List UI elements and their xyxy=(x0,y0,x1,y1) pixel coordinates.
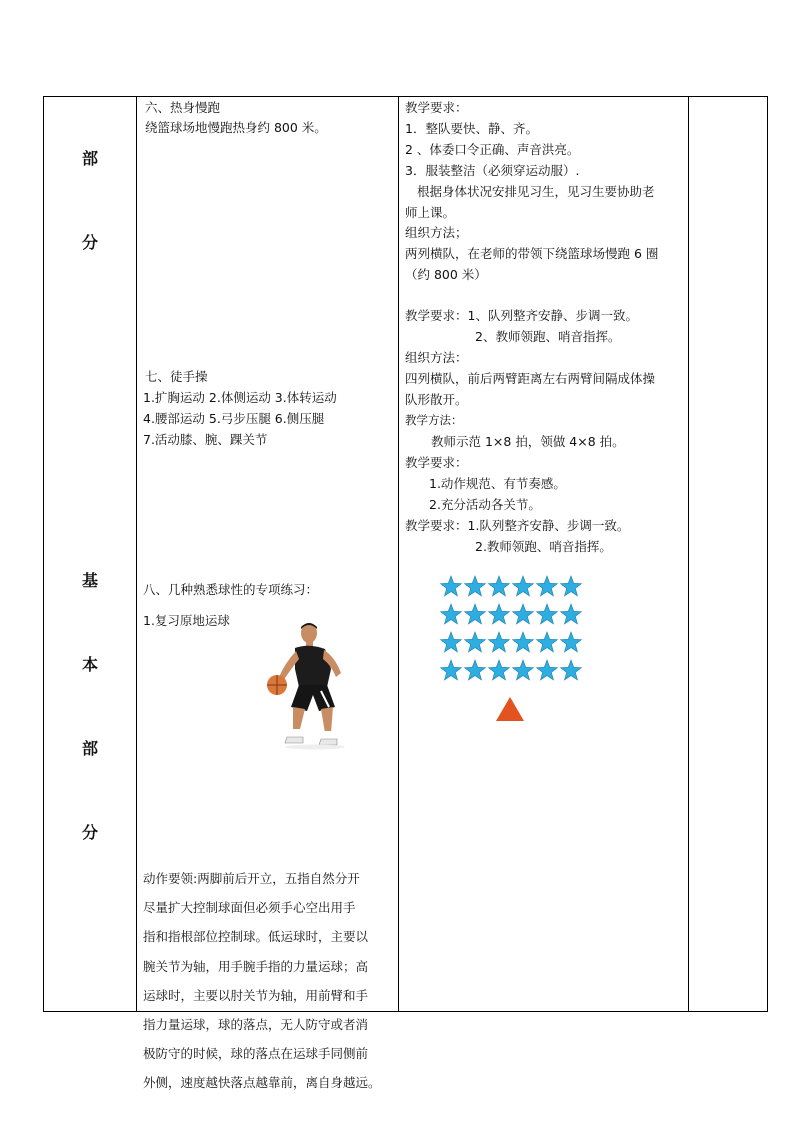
organization-line: 队形散开。 xyxy=(405,392,468,407)
teacher-triangle-icon xyxy=(496,697,524,721)
content-column xyxy=(137,97,399,1091)
section-label-char: 部 xyxy=(82,149,99,168)
requirement-line: 教学要求：1.队列整齐安静、步调一致。 xyxy=(405,518,630,533)
student-star-icon xyxy=(441,576,462,596)
student-star-icon xyxy=(465,660,486,680)
organization-line: 两列横队，在老师的带领下绕篮球场慢跑 6 圈 xyxy=(405,246,659,261)
student-star-icon xyxy=(561,576,582,596)
formation-diagram xyxy=(439,575,599,735)
technique-line: 尽量扩大控制球面但必须手心空出用手 xyxy=(143,900,356,916)
student-star-icon xyxy=(489,604,510,624)
requirement-line: 2.教师领跑、哨音指挥。 xyxy=(475,539,612,554)
ball-drill-title: 八、几种熟悉球性的专项练习： xyxy=(143,582,319,597)
basketball-player-image xyxy=(265,621,365,751)
gym-title: 七、徒手操 xyxy=(145,369,208,384)
technique-line: 极防守的时候，球的落点在运球手同侧前 xyxy=(143,1046,369,1062)
requirement-item: 3．服装整洁（必须穿运动服）. xyxy=(405,163,580,178)
technique-paragraph xyxy=(143,864,395,1098)
section-label-char: 分 xyxy=(82,233,99,252)
section-label-char: 部 xyxy=(82,739,99,758)
gym-line: 4.腰部运动 5.弓步压腿 6.侧压腿 xyxy=(143,411,325,426)
student-star-icon xyxy=(465,604,486,624)
warmup-title: 六、热身慢跑 xyxy=(145,100,221,115)
requirement-item: 2.充分活动各关节。 xyxy=(429,497,541,512)
requirement-title: 教学要求： xyxy=(405,100,468,115)
technique-line: 外侧，速度越快落点越靠前，离自身越远。 xyxy=(143,1075,381,1091)
requirement-line: 2、教师领跑、哨音指挥。 xyxy=(475,329,621,344)
student-star-icon xyxy=(441,660,462,680)
section-label-char: 分 xyxy=(82,823,99,842)
student-star-icon xyxy=(465,576,486,596)
student-star-icon xyxy=(513,660,534,680)
student-star-icon xyxy=(537,660,558,680)
section-label-char: 本 xyxy=(82,655,99,674)
requirement-item: 1.动作规范、有节奏感。 xyxy=(429,476,566,491)
technique-line: 指力量运球，球的落点，无人防守或者消 xyxy=(143,1017,369,1033)
requirement-note: 根据身体状况安排见习生，见习生要协助老 xyxy=(417,184,655,199)
student-star-icon xyxy=(513,632,534,652)
student-star-icon xyxy=(561,632,582,652)
student-star-icon xyxy=(561,660,582,680)
requirement-title: 教学要求： xyxy=(405,455,468,470)
student-star-icon xyxy=(441,632,462,652)
warmup-desc: 绕篮球场地慢跑热身约 800 米。 xyxy=(145,120,327,135)
student-star-icon xyxy=(513,576,534,596)
student-star-icon xyxy=(561,604,582,624)
technique-line: 运球时，主要以肘关节为轴，用前臂和手 xyxy=(143,987,369,1003)
requirements-column xyxy=(399,97,689,1012)
lesson-plan-table xyxy=(43,96,768,1091)
requirement-line: 教学要求：1、队列整齐安静、步调一致。 xyxy=(405,308,638,323)
student-star-icon xyxy=(489,576,510,596)
method-line: 教师示范 1×8 拍，领做 4×8 拍。 xyxy=(431,434,625,449)
requirement-item: 1．整队要快、静、齐。 xyxy=(405,121,538,136)
technique-line: 腕关节为轴，用手腕手指的力量运球；高 xyxy=(143,958,369,974)
student-star-icon xyxy=(489,632,510,652)
technique-line: 指和指根部位控制球。低运球时，主要以 xyxy=(143,929,369,945)
requirement-note: 师上课。 xyxy=(405,205,456,220)
student-star-icon xyxy=(441,604,462,624)
section-label-char: 基 xyxy=(82,571,99,590)
ball-drill-item: 1.复习原地运球 xyxy=(143,613,230,628)
organization-line: 四列横队，前后两臂距离左右两臂间隔成体操 xyxy=(405,371,656,386)
technique-line: 动作要领:两脚前后开立，五指自然分开 xyxy=(143,871,360,886)
student-star-icon xyxy=(537,632,558,652)
organization-line: （约 800 米） xyxy=(405,267,487,282)
organization-title: 组织方法； xyxy=(405,225,468,240)
student-star-icon xyxy=(537,604,558,624)
gym-line: 1.扩胸运动 2.体侧运动 3.体转运动 xyxy=(143,390,337,405)
organization-title: 组织方法： xyxy=(405,350,468,365)
method-title: 教学方法： xyxy=(405,413,463,427)
section-label-column xyxy=(44,97,137,1012)
requirement-item: 2 、体委口令正确、声音洪亮。 xyxy=(405,142,580,157)
student-star-icon xyxy=(537,576,558,596)
notes-column xyxy=(689,97,768,1012)
student-star-icon xyxy=(489,660,510,680)
gym-line: 7.活动膝、腕、踝关节 xyxy=(143,432,268,447)
student-star-icon xyxy=(513,604,534,624)
student-star-icon xyxy=(465,632,486,652)
